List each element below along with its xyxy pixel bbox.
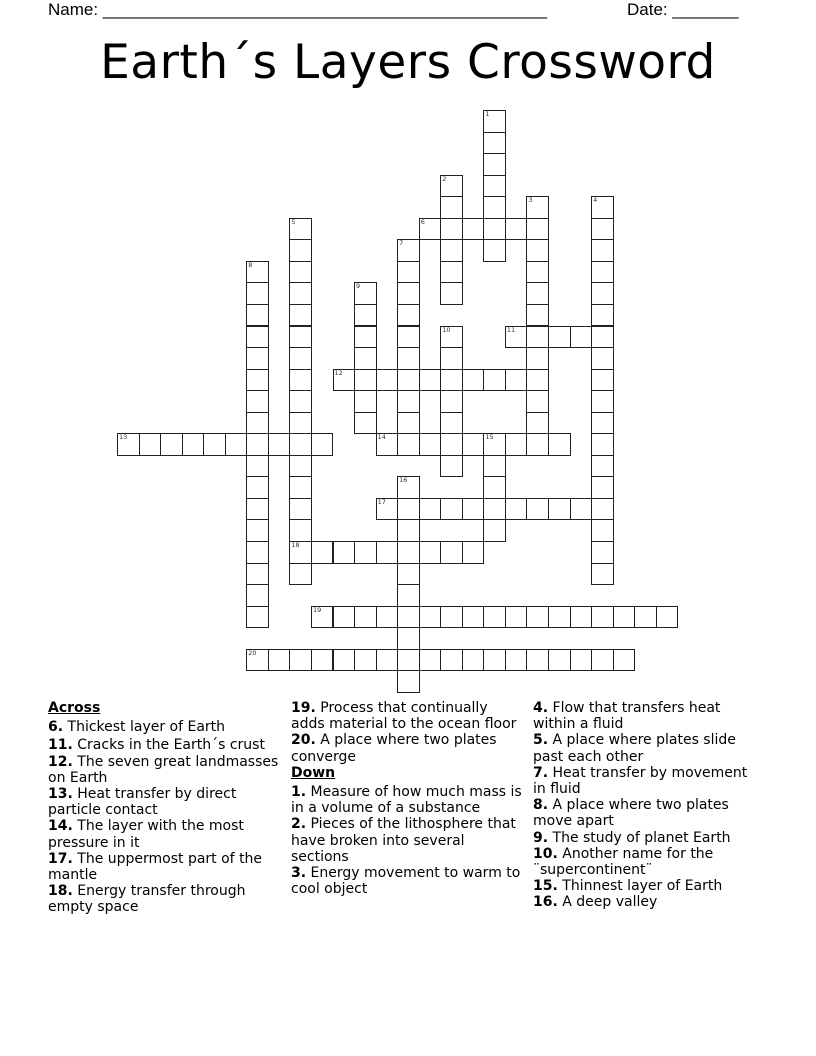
clue-text: The uppermost part of the mantle	[48, 850, 263, 884]
clue-number: 17.	[48, 850, 73, 867]
crossword-cell[interactable]	[483, 455, 506, 478]
crossword-cell[interactable]	[333, 606, 356, 629]
crossword-cell[interactable]	[591, 261, 614, 284]
crossword-cell[interactable]	[289, 541, 312, 564]
crossword-cell[interactable]	[289, 390, 312, 413]
clue-text: Cracks in the Earth´s crust	[77, 737, 265, 754]
crossword-cell[interactable]	[289, 218, 312, 241]
crossword-cell[interactable]	[440, 541, 463, 564]
crossword-cell[interactable]	[246, 563, 269, 586]
clue-text: The study of planet Earth	[552, 829, 731, 846]
cell-number: 11	[506, 325, 516, 334]
page-title: Earth´s Layers Crossword	[100, 35, 716, 90]
date-field[interactable]: Date: _______	[627, 0, 739, 19]
crossword-cell[interactable]	[440, 606, 463, 629]
crossword-cell[interactable]	[613, 649, 636, 672]
clue-text: Pieces of the lithosphere that have broken into several sections	[291, 816, 516, 865]
crossword-cell[interactable]	[526, 606, 549, 629]
clue-across-6	[48, 719, 283, 735]
crossword-cell[interactable]	[397, 304, 420, 327]
crossword-cell[interactable]	[397, 627, 420, 650]
crossword-cell[interactable]	[483, 132, 506, 155]
crossword-cell[interactable]	[289, 563, 312, 586]
crossword-cell[interactable]	[333, 369, 356, 392]
clues-column-3	[533, 700, 763, 911]
clue-down-9	[533, 830, 763, 846]
clue-number: 4.	[533, 700, 549, 716]
crossword-cell[interactable]	[440, 390, 463, 413]
crossword-cell[interactable]	[526, 304, 549, 327]
clue-down-15	[533, 878, 763, 894]
crossword-cell[interactable]	[526, 649, 549, 672]
clue-across-12	[48, 754, 283, 786]
clue-down-4	[533, 700, 763, 732]
crossword-cell[interactable]	[526, 433, 549, 456]
crossword-cell[interactable]	[591, 196, 614, 219]
crossword-cell[interactable]	[483, 175, 506, 198]
cell-number: 13	[119, 433, 128, 442]
clue-number: 18.	[48, 883, 73, 900]
crossword-cell[interactable]	[591, 455, 614, 478]
crossword-cell[interactable]	[462, 606, 485, 629]
crossword-cell[interactable]	[354, 390, 377, 413]
crossword-cell[interactable]	[570, 326, 593, 349]
crossword-cell[interactable]	[591, 282, 614, 305]
crossword-cell[interactable]	[397, 347, 420, 370]
crossword-cell[interactable]	[591, 519, 614, 542]
crossword-cell[interactable]	[526, 282, 549, 305]
cell-number: 7	[399, 239, 404, 248]
crossword-cell[interactable]	[591, 649, 614, 672]
crossword-cell[interactable]	[397, 412, 420, 435]
crossword-cell[interactable]	[354, 347, 377, 370]
crossword-cell[interactable]	[333, 541, 356, 564]
crossword-cell[interactable]	[591, 239, 614, 262]
crossword-cell[interactable]	[526, 326, 549, 349]
clue-text: Process that continually adds material to the ocean floor	[291, 700, 517, 733]
clue-number: 14.	[48, 818, 73, 835]
crossword-cell[interactable]	[526, 196, 549, 219]
crossword-cell[interactable]	[376, 606, 399, 629]
crossword-cell[interactable]	[354, 541, 377, 564]
crossword-cell[interactable]	[483, 498, 506, 521]
crossword-cell[interactable]	[613, 606, 636, 629]
clue-down-10	[533, 846, 763, 878]
crossword-cell[interactable]	[311, 606, 334, 629]
crossword-cell[interactable]	[246, 433, 269, 456]
clue-text: The layer with the most pressure in it	[48, 818, 244, 851]
crossword-cell[interactable]	[526, 498, 549, 521]
cell-number: 15	[485, 433, 494, 442]
crossword-cell[interactable]	[246, 498, 269, 521]
clues-column-2	[291, 700, 523, 897]
crossword-cell[interactable]	[483, 476, 506, 499]
clue-down-3	[291, 865, 523, 897]
crossword-cell[interactable]	[483, 369, 506, 392]
crossword-cell[interactable]	[462, 649, 485, 672]
crossword-cell[interactable]	[397, 369, 420, 392]
crossword-cell[interactable]	[246, 541, 269, 564]
crossword-cell[interactable]	[182, 433, 205, 456]
crossword-cell[interactable]	[246, 476, 269, 499]
crossword-cell[interactable]	[289, 326, 312, 349]
crossword-cell[interactable]	[591, 369, 614, 392]
crossword-cell[interactable]	[311, 649, 334, 672]
cell-number: 16	[399, 476, 408, 485]
crossword-cell[interactable]	[397, 649, 420, 672]
clue-across-11	[48, 737, 283, 753]
crossword-cell[interactable]	[397, 519, 420, 542]
crossword-cell[interactable]	[591, 218, 614, 241]
crossword-cell[interactable]	[246, 326, 269, 349]
crossword-cell[interactable]	[483, 519, 506, 542]
crossword-cell[interactable]	[397, 282, 420, 305]
crossword-cell[interactable]	[591, 476, 614, 499]
crossword-cell[interactable]	[591, 390, 614, 413]
crossword-cell[interactable]	[246, 347, 269, 370]
crossword-cell[interactable]	[505, 498, 528, 521]
clue-down-1	[291, 784, 523, 816]
clue-number: 12.	[48, 753, 73, 770]
crossword-cell[interactable]	[505, 433, 528, 456]
crossword-cell[interactable]	[397, 239, 420, 262]
clue-text: Energy movement to warm to cool object	[291, 865, 521, 898]
crossword-cell[interactable]	[419, 541, 442, 564]
cell-number: 2	[442, 174, 447, 183]
clue-number: 3.	[291, 865, 307, 882]
crossword-cell[interactable]	[397, 541, 420, 564]
crossword-cell[interactable]	[246, 455, 269, 478]
crossword-cell[interactable]	[548, 606, 571, 629]
clue-text: A deep valley	[562, 894, 658, 911]
crossword-cell[interactable]	[440, 412, 463, 435]
crossword-cell[interactable]	[289, 476, 312, 499]
crossword-cell[interactable]	[354, 326, 377, 349]
crossword-cell[interactable]	[397, 390, 420, 413]
clue-text: Energy transfer through empty space	[48, 883, 246, 916]
crossword-cell[interactable]	[268, 433, 291, 456]
clue-across-13	[48, 786, 283, 818]
crossword-cell[interactable]	[440, 261, 463, 284]
down-heading: Down	[291, 764, 336, 781]
crossword-cell[interactable]	[591, 541, 614, 564]
crossword-cell[interactable]	[591, 433, 614, 456]
clue-across-20	[291, 732, 523, 764]
crossword-cell[interactable]	[440, 649, 463, 672]
crossword-cell[interactable]	[246, 584, 269, 607]
crossword-cell[interactable]	[483, 433, 506, 456]
crossword-cell[interactable]	[246, 606, 269, 629]
clue-down-7	[533, 765, 763, 797]
clue-text: Thickest layer of Earth	[67, 719, 226, 736]
crossword-cell[interactable]	[246, 304, 269, 327]
crossword-cell[interactable]	[440, 326, 463, 349]
clue-number: 20.	[291, 732, 316, 749]
crossword-cell[interactable]	[483, 606, 506, 629]
crossword-cell[interactable]	[246, 519, 269, 542]
crossword-cell[interactable]	[440, 369, 463, 392]
clue-number: 10.	[533, 845, 558, 862]
crossword-cell[interactable]	[526, 239, 549, 262]
crossword-cell[interactable]	[289, 369, 312, 392]
clue-text: Another name for the ¨supercontinent¨	[533, 845, 714, 879]
crossword-cell[interactable]	[440, 498, 463, 521]
crossword-cell[interactable]	[354, 369, 377, 392]
crossword-cell[interactable]	[419, 498, 442, 521]
crossword-cell[interactable]	[440, 239, 463, 262]
crossword-cell[interactable]	[289, 304, 312, 327]
crossword-cell[interactable]	[246, 282, 269, 305]
crossword-cell[interactable]	[526, 412, 549, 435]
clue-text: Measure of how much mass is in a volume of a substance	[291, 784, 522, 817]
clue-text: A place where two plates move apart	[533, 797, 729, 830]
crossword-cell[interactable]	[483, 153, 506, 176]
crossword-cell[interactable]	[246, 261, 269, 284]
crossword-cell[interactable]	[462, 369, 485, 392]
crossword-cell[interactable]	[203, 433, 226, 456]
across-heading: Across	[48, 700, 101, 716]
crossword-cell[interactable]	[591, 412, 614, 435]
crossword-cell[interactable]	[289, 347, 312, 370]
cell-number: 6	[420, 217, 425, 226]
crossword-cell[interactable]	[397, 670, 420, 693]
clue-text: A place where plates slide past each other	[533, 732, 736, 765]
clue-text: Thinnest layer of Earth	[562, 878, 723, 895]
crossword-cell[interactable]	[591, 563, 614, 586]
crossword-cell[interactable]	[289, 412, 312, 435]
clue-text: Heat transfer by movement in fluid	[533, 764, 748, 798]
crossword-cell[interactable]	[483, 218, 506, 241]
crossword-cell[interactable]	[591, 326, 614, 349]
clue-number: 5.	[533, 732, 549, 749]
crossword-cell[interactable]	[591, 347, 614, 370]
cell-number: 5	[291, 217, 296, 226]
clue-across-19	[291, 700, 523, 732]
clue-number: 15.	[533, 878, 558, 895]
crossword-cell[interactable]	[354, 412, 377, 435]
crossword-cell[interactable]	[526, 390, 549, 413]
crossword-cell[interactable]	[440, 455, 463, 478]
crossword-cell[interactable]	[289, 455, 312, 478]
cell-number: 17	[377, 497, 386, 506]
crossword-cell[interactable]	[548, 433, 571, 456]
cell-number: 12	[334, 368, 343, 377]
cell-number: 10	[442, 325, 451, 334]
crossword-cell[interactable]	[440, 433, 463, 456]
crossword-cell[interactable]	[289, 282, 312, 305]
crossword-cell[interactable]	[440, 196, 463, 219]
clue-across-17	[48, 851, 283, 883]
crossword-cell[interactable]	[246, 649, 269, 672]
crossword-cell[interactable]	[289, 261, 312, 284]
cell-number: 1	[485, 110, 490, 118]
clue-down-5	[533, 732, 763, 764]
clue-number: 16.	[533, 894, 558, 911]
crossword-cell[interactable]	[160, 433, 183, 456]
clue-text: Flow that transfers heat within a fluid	[533, 700, 721, 733]
clue-text: A place where two plates converge	[291, 732, 497, 765]
clue-text: Heat transfer by direct particle contact	[48, 786, 237, 819]
cell-number: 18	[291, 541, 300, 549]
clue-number: 7.	[533, 764, 549, 781]
crossword-cell[interactable]	[591, 606, 614, 629]
cell-number: 4	[593, 196, 598, 205]
crossword-cell[interactable]	[570, 498, 593, 521]
crossword-cell[interactable]	[354, 649, 377, 672]
crossword-cell[interactable]	[526, 347, 549, 370]
crossword-cell[interactable]	[570, 649, 593, 672]
crossword-cell[interactable]	[354, 282, 377, 305]
crossword-cell[interactable]	[376, 433, 399, 456]
crossword-cell[interactable]	[354, 606, 377, 629]
crossword-cell[interactable]	[462, 218, 485, 241]
clue-down-2	[291, 816, 523, 865]
clue-number: 11.	[48, 737, 73, 754]
crossword-cell[interactable]	[483, 239, 506, 262]
crossword-cell[interactable]	[505, 369, 528, 392]
crossword-cell[interactable]	[376, 541, 399, 564]
crossword-cell[interactable]	[483, 649, 506, 672]
clue-text: The seven great landmasses on Earth	[48, 753, 279, 786]
crossword-cell[interactable]	[440, 347, 463, 370]
clue-across-14	[48, 818, 283, 850]
crossword-cell[interactable]	[656, 606, 679, 629]
clues-column-1	[48, 700, 283, 916]
crossword-cell[interactable]	[548, 649, 571, 672]
crossword-cell[interactable]	[591, 304, 614, 327]
crossword-cell[interactable]	[246, 369, 269, 392]
crossword-cell[interactable]	[548, 498, 571, 521]
crossword-cell[interactable]	[289, 649, 312, 672]
crossword-cell[interactable]	[505, 606, 528, 629]
cell-number: 14	[377, 433, 386, 442]
crossword-cell[interactable]	[376, 498, 399, 521]
crossword-cell[interactable]	[311, 433, 334, 456]
crossword-cell[interactable]	[440, 175, 463, 198]
crossword-cell[interactable]	[333, 649, 356, 672]
clue-number: 13.	[48, 786, 73, 803]
crossword-cell[interactable]	[311, 541, 334, 564]
crossword-cell[interactable]	[397, 261, 420, 284]
crossword-cell[interactable]	[419, 606, 442, 629]
crossword-cell[interactable]	[397, 326, 420, 349]
clue-down-16	[533, 894, 763, 910]
crossword-cell[interactable]	[225, 433, 248, 456]
clue-number: 6.	[48, 719, 64, 736]
clue-across-18	[48, 883, 283, 915]
crossword-cell[interactable]	[289, 433, 312, 456]
crossword-cell[interactable]	[289, 239, 312, 262]
crossword-cell[interactable]	[246, 390, 269, 413]
crossword-cell[interactable]	[526, 218, 549, 241]
clue-number: 1.	[291, 784, 307, 801]
crossword-cell[interactable]	[591, 498, 614, 521]
crossword-cell[interactable]	[419, 433, 442, 456]
crossword-cell[interactable]	[246, 412, 269, 435]
crossword-cell[interactable]	[462, 433, 485, 456]
crossword-cell[interactable]	[376, 649, 399, 672]
crossword-cell[interactable]	[397, 498, 420, 521]
crossword-cell[interactable]	[289, 519, 312, 542]
name-field[interactable]: Name: _______________________________________________	[48, 0, 548, 19]
crossword-cell[interactable]	[376, 369, 399, 392]
crossword-cell[interactable]	[419, 649, 442, 672]
crossword-cell[interactable]	[397, 433, 420, 456]
crossword-cell[interactable]	[505, 326, 528, 349]
crossword-cell[interactable]	[397, 476, 420, 499]
crossword-cell[interactable]	[440, 282, 463, 305]
crossword-cell[interactable]	[634, 606, 657, 629]
crossword-cell[interactable]	[462, 541, 485, 564]
clue-number: 2.	[291, 816, 307, 833]
crossword-cell[interactable]	[397, 563, 420, 586]
crossword-cell[interactable]	[440, 218, 463, 241]
crossword-cell[interactable]	[139, 433, 162, 456]
crossword-cell[interactable]	[268, 649, 291, 672]
cell-number: 8	[248, 260, 253, 269]
crossword-cell[interactable]	[397, 584, 420, 607]
crossword-cell[interactable]	[505, 218, 528, 241]
crossword-cell[interactable]	[397, 606, 420, 629]
cell-number: 19	[312, 605, 322, 614]
crossword-cell[interactable]	[570, 606, 593, 629]
cell-number: 9	[356, 282, 361, 291]
crossword-cell[interactable]	[483, 196, 506, 219]
crossword-cell[interactable]	[419, 369, 442, 392]
crossword-cell[interactable]	[117, 433, 140, 456]
clue-number: 9.	[533, 829, 549, 846]
crossword-cell[interactable]	[354, 304, 377, 327]
clue-number: 8.	[533, 797, 549, 814]
cell-number: 3	[528, 196, 533, 205]
crossword-cell[interactable]	[419, 218, 442, 241]
cell-number: 20	[248, 648, 257, 657]
crossword-cell[interactable]	[548, 326, 571, 349]
crossword-cell[interactable]	[483, 110, 506, 133]
crossword-cell[interactable]	[289, 498, 312, 521]
crossword-cell[interactable]	[526, 261, 549, 284]
crossword-cell[interactable]	[462, 498, 485, 521]
crossword-cell[interactable]	[526, 369, 549, 392]
clue-number: 19.	[291, 700, 316, 716]
clue-down-8	[533, 797, 763, 829]
crossword-cell[interactable]	[505, 649, 528, 672]
